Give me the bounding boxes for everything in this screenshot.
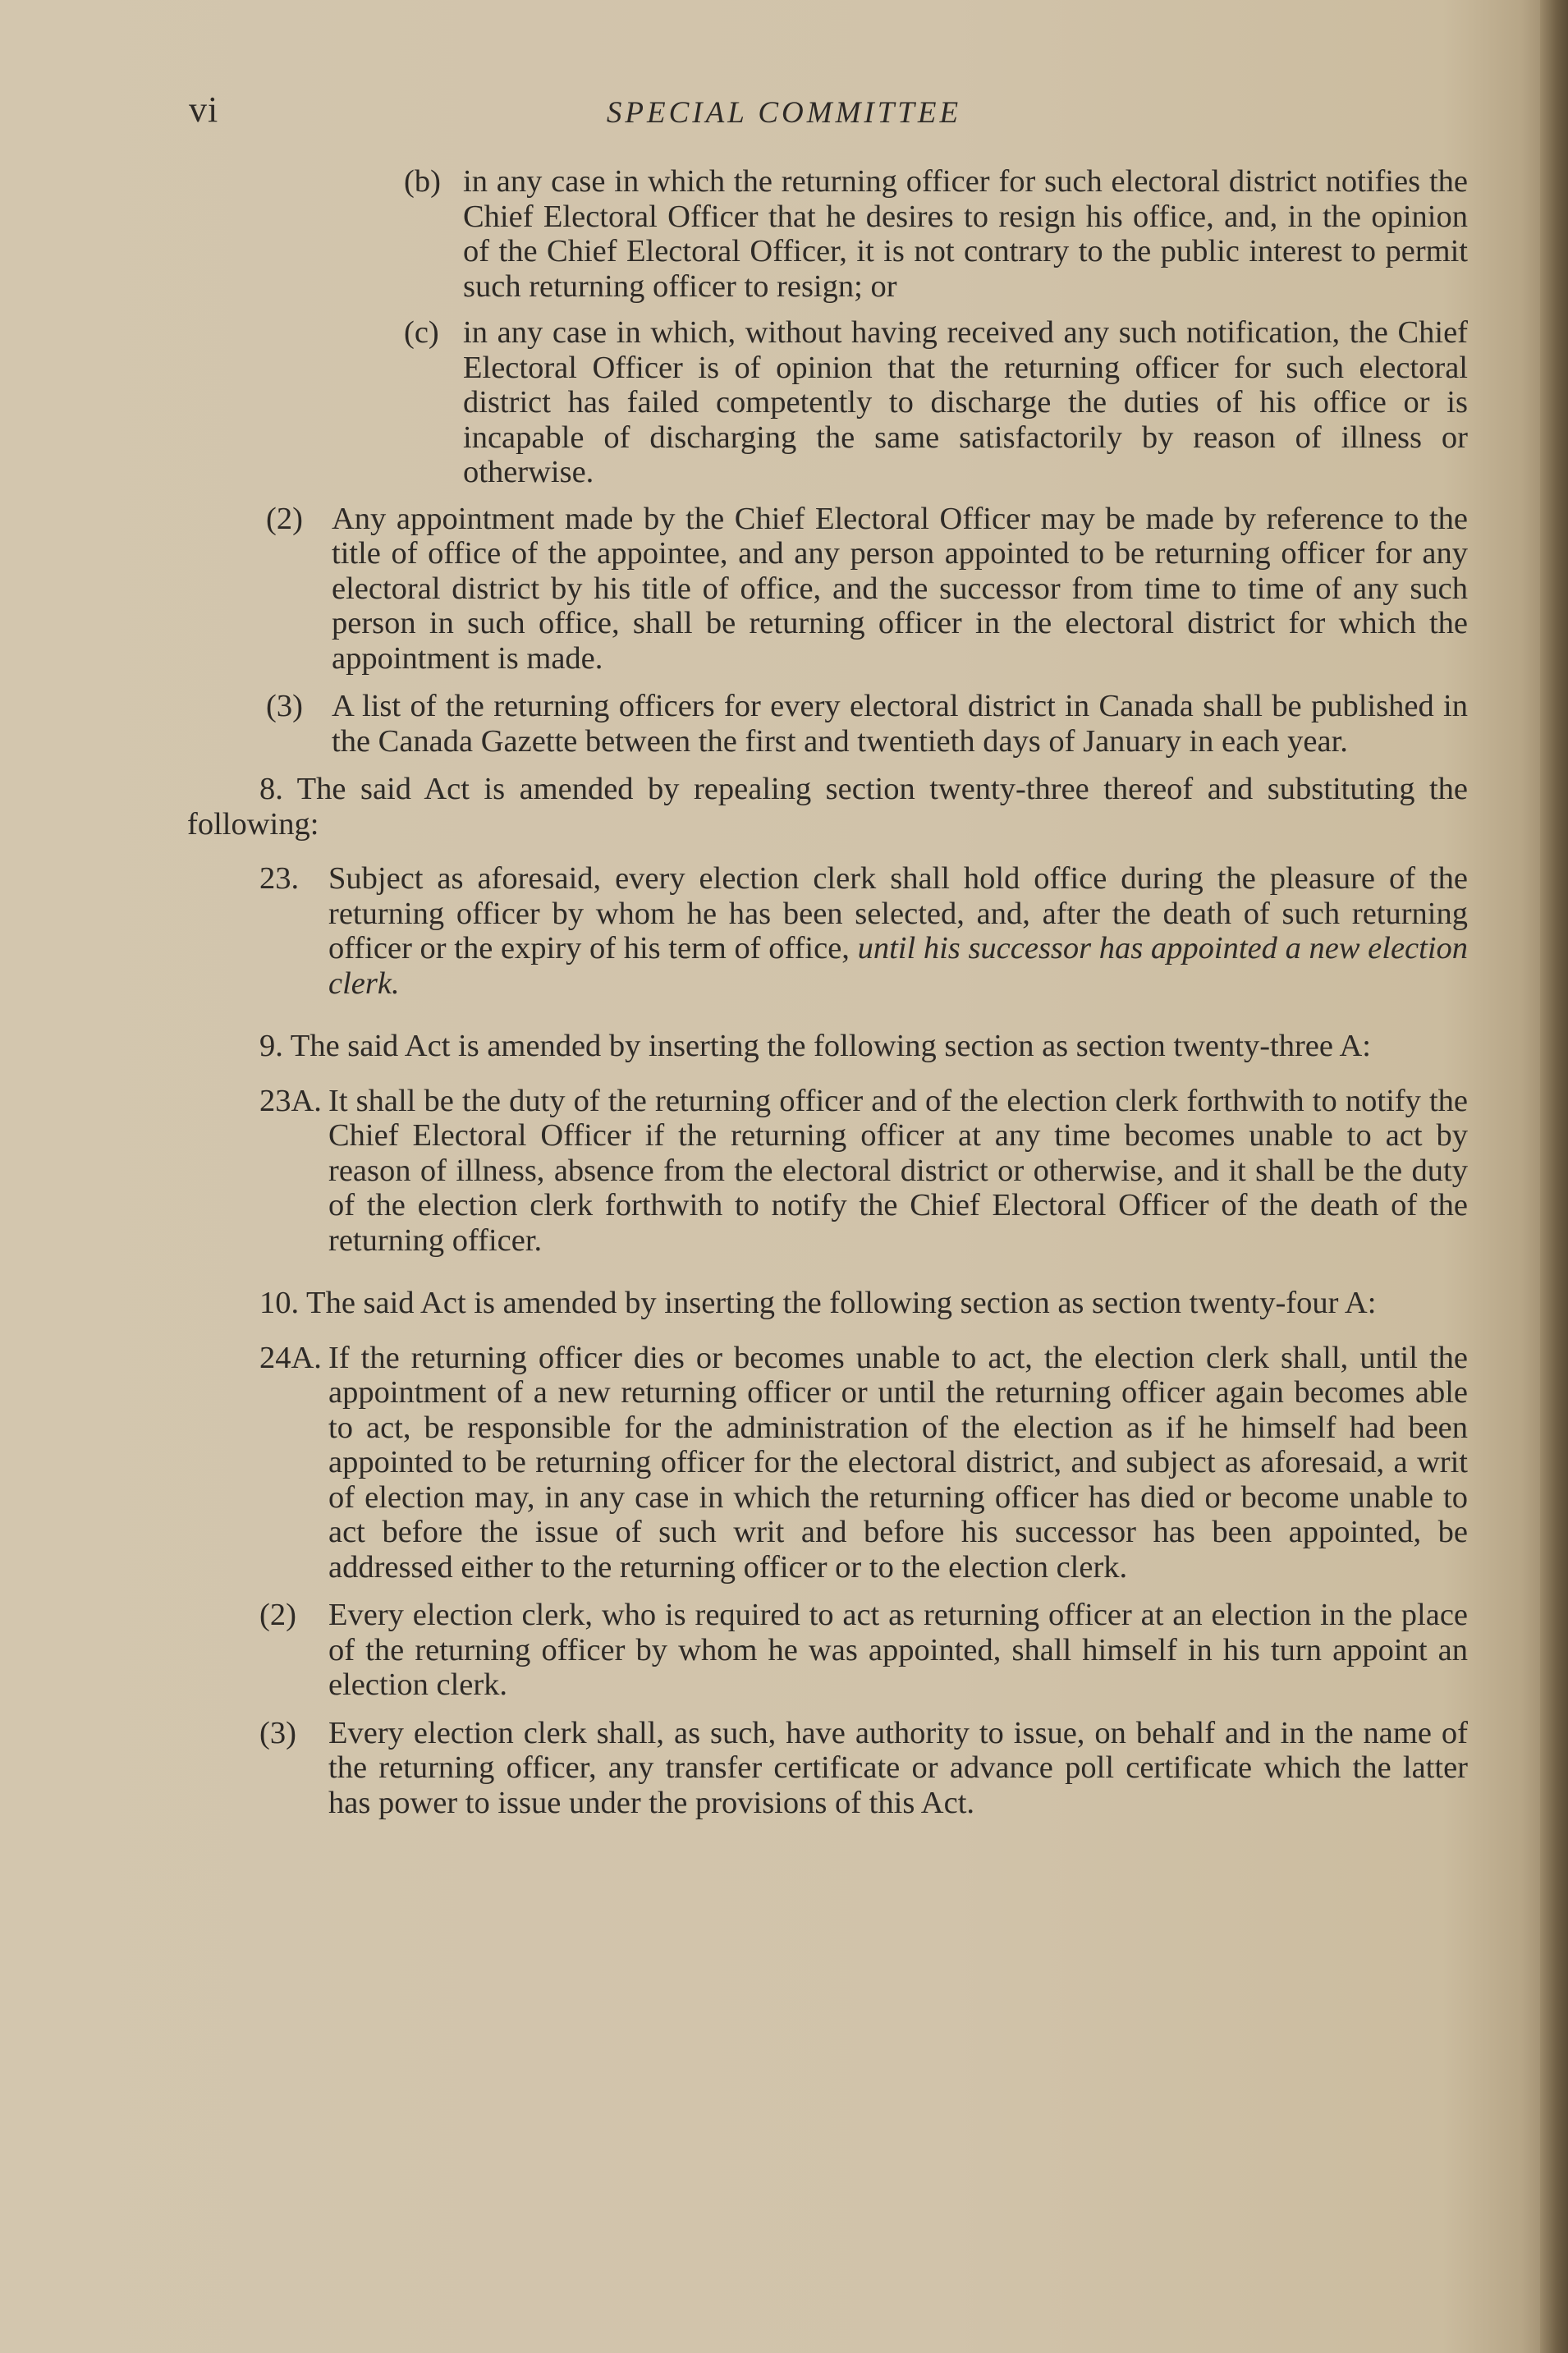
subsection-text: A list of the returning officers for every electoral district in Canada shall be published in the Canada Gazette between the first and twentieth days of January in each year. bbox=[332, 689, 1468, 759]
subsection-number: (2) bbox=[259, 1598, 296, 1632]
subsection-2 bbox=[266, 502, 1468, 677]
subsection-text: Any appointment made by the Chief Electoral Officer may be made by reference to the title of office of the appointee, and any person appointed to be returning officer for any electoral district by his title of office, and the successor from time to time of any such person in such office, shall be returning officer in the electoral district for which the appointment is made. bbox=[332, 501, 1468, 676]
clause-c bbox=[406, 315, 1468, 490]
subsection-24a-2 bbox=[259, 1598, 1468, 1703]
clause-number: (c) bbox=[404, 315, 439, 350]
clause-number: (b) bbox=[404, 164, 441, 199]
amendment-8: 8. The said Act is amended by repealing section twenty-three thereof and substituting the following: bbox=[187, 772, 1468, 842]
subsection-text: Every election clerk, who is required to act as returning officer at an election in the place of the returning officer by whom he was appointed, shall himself in his turn appoint an election clerk. bbox=[328, 1598, 1468, 1702]
subsection-3 bbox=[266, 689, 1468, 759]
document-body bbox=[187, 164, 1468, 1833]
clause-b bbox=[406, 164, 1468, 304]
page-number: vi bbox=[189, 89, 219, 130]
section-24a bbox=[259, 1341, 1468, 1585]
clause-text: in any case in which, without having received any such notification, the Chief Electoral Officer is of opinion that the returning officer for such electoral district has failed competently to discharge the duties of his office or is incapable of discharging the same satisfactorily by reason of illness or otherwise. bbox=[463, 315, 1468, 489]
clause-text: in any case in which the returning officer for such electoral district notifies the Chief Electoral Officer that he desires to resign his office, and, in the opinion of the Chief Electoral Officer, it is not contrary to the public interest to permit such returning officer to resign; or bbox=[463, 164, 1468, 304]
subsection-number: (3) bbox=[259, 1715, 296, 1750]
subsection-number: (2) bbox=[266, 501, 303, 536]
section-italic-text: until his successor has appointed a new election clerk. bbox=[328, 931, 1469, 1001]
subsection-text: Every election clerk shall, as such, have authority to issue, on behalf and in the name of the returning officer, any transfer certificate or advance poll certificate which the latter has power to issue under the provisions of this Act. bbox=[328, 1715, 1468, 1820]
section-23 bbox=[259, 861, 1468, 1001]
section-number: 23A. bbox=[259, 1083, 322, 1118]
subsection-number: (3) bbox=[266, 689, 303, 723]
section-number: 24A. bbox=[259, 1340, 322, 1375]
amendment-9: 9. The said Act is amended by inserting the following section as section twenty-three A: bbox=[259, 1029, 1371, 1063]
section-text: Subject as aforesaid, every election clerk shall hold office during the pleasure of the returning officer by whom he has been selected, and, after the death of such returning officer or the expiry of his term of office, bbox=[328, 861, 1468, 966]
running-head: SPECIAL COMMITTEE bbox=[606, 96, 962, 130]
section-text: If the returning officer dies or becomes unable to act, the election clerk shall, until the appointment of a new returning officer or until the returning officer again becomes able to act, be responsible for the administration of the election as if he himself had been appointed to be returning officer for the electoral district, and subject as aforesaid, a writ of election may, in any case in which the returning officer has died or become unable to act before the issue of such writ and before his successor has been appointed, be addressed either to the returning officer or to the election clerk. bbox=[328, 1340, 1468, 1585]
section-23a bbox=[259, 1084, 1468, 1259]
amendment-10: 10. The said Act is amended by inserting the following section as section twenty-four A: bbox=[259, 1286, 1377, 1320]
page-edge bbox=[1540, 0, 1568, 2353]
section-number: 23. bbox=[259, 861, 300, 896]
section-text: It shall be the duty of the returning officer and of the election clerk forthwith to notify the Chief Electoral Officer if the returning officer at any time becomes unable to act by reason of illness, absence from the electoral district or otherwise, and it shall be the duty of the election clerk forthwith to notify the Chief Electoral Officer of the death of the returning officer. bbox=[328, 1083, 1468, 1258]
subsection-24a-3 bbox=[259, 1716, 1468, 1821]
